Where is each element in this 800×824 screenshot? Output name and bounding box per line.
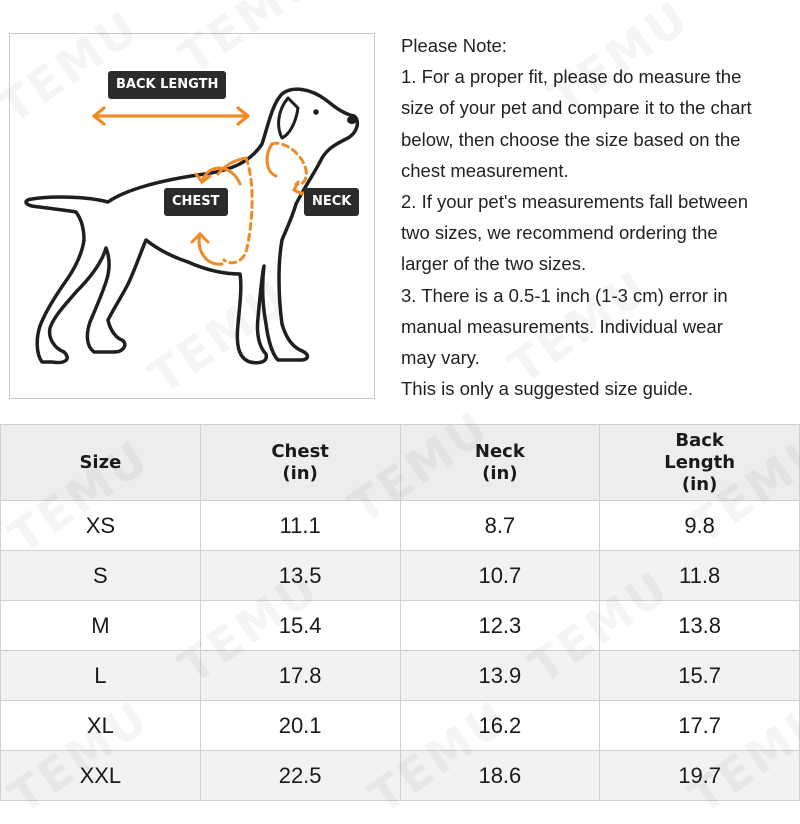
table-header-row xyxy=(1,425,800,501)
note-line: size of your pet and compare it to the chart xyxy=(401,97,752,119)
back-length-cell: 17.7 xyxy=(600,701,800,751)
size-cell: S xyxy=(1,551,201,601)
header-size: Size xyxy=(1,425,201,501)
size-cell: M xyxy=(1,601,201,651)
neck-cell: 8.7 xyxy=(400,501,600,551)
neck-cell: 13.9 xyxy=(400,651,600,701)
table-row xyxy=(1,551,800,601)
size-cell: L xyxy=(1,651,201,701)
back-length-cell: 9.8 xyxy=(600,501,800,551)
note-line: larger of the two sizes. xyxy=(401,253,587,275)
chest-cell: 22.5 xyxy=(200,751,400,801)
dog-measurement-diagram xyxy=(9,33,375,399)
note-line: below, then choose the size based on the xyxy=(401,128,741,150)
back-length-arrow xyxy=(94,108,248,124)
neck-cell: 18.6 xyxy=(400,751,600,801)
chest-cell: 11.1 xyxy=(200,501,400,551)
size-note xyxy=(401,30,797,404)
dog-outline xyxy=(26,89,357,363)
note-line: may vary. xyxy=(401,347,480,369)
table-row xyxy=(1,751,800,801)
back-length-cell: 13.8 xyxy=(600,601,800,651)
back-length-tag: BACK LENGTH xyxy=(108,71,226,99)
table-row xyxy=(1,651,800,701)
table-row xyxy=(1,501,800,551)
header-neck: Neck (in) xyxy=(400,425,600,501)
note-line: 3. There is a 0.5-1 inch (1-3 cm) error in xyxy=(401,284,728,306)
note-line: This is only a suggested size guide. xyxy=(401,378,694,400)
neck-cell: 16.2 xyxy=(400,701,600,751)
note-line: 2. If your pet's measurements fall between xyxy=(401,191,748,213)
chest-cell: 20.1 xyxy=(200,701,400,751)
dog-nose xyxy=(347,116,357,124)
size-cell: XXL xyxy=(1,751,201,801)
note-line: two sizes, we recommend ordering the xyxy=(401,222,718,244)
note-line: chest measurement. xyxy=(401,159,569,181)
dog-eye xyxy=(313,109,319,115)
header-back-length: Back Length (in) xyxy=(600,425,800,501)
neck-tag: NECK xyxy=(304,188,359,216)
chest-cell: 13.5 xyxy=(200,551,400,601)
size-cell: XS xyxy=(1,501,201,551)
neck-cell: 12.3 xyxy=(400,601,600,651)
chest-tag: CHEST xyxy=(164,188,228,216)
neck-cell: 10.7 xyxy=(400,551,600,601)
back-length-cell: 11.8 xyxy=(600,551,800,601)
note-heading: Please Note: xyxy=(401,35,507,56)
size-cell: XL xyxy=(1,701,201,751)
back-length-cell: 15.7 xyxy=(600,651,800,701)
table-row xyxy=(1,601,800,651)
back-length-cell: 19.7 xyxy=(600,751,800,801)
chest-cell: 17.8 xyxy=(200,651,400,701)
size-chart-table xyxy=(0,424,800,801)
table-row xyxy=(1,701,800,751)
chest-cell: 15.4 xyxy=(200,601,400,651)
header-chest: Chest (in) xyxy=(200,425,400,501)
note-line: manual measurements. Individual wear xyxy=(401,315,723,337)
note-line: 1. For a proper fit, please do measure the xyxy=(401,66,742,88)
